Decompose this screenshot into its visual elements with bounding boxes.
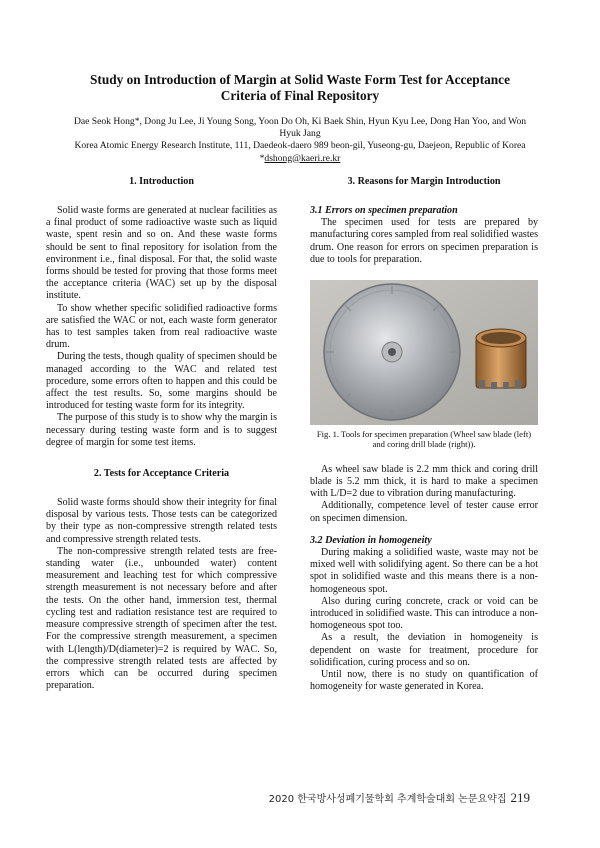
- page-footer: [269, 790, 530, 806]
- intro-paragraph-2: To show whether specific solidified radioactive forms are satisfied the WAC or not, each waste form generator has to test samples taken from real radioactive waste drum.: [46, 302, 277, 351]
- affiliation: Korea Atomic Energy Research Institute, 111, Daedeok-daero 989 beon-gil, Yuseong-gu, Daejeon, Republic of Korea: [74, 140, 526, 152]
- section-heading-tests: 2. Tests for Acceptance Criteria: [93, 468, 230, 480]
- email-link[interactable]: dshong@kaeri.re.kr: [264, 152, 341, 164]
- tools-photo-illustration: [310, 280, 538, 425]
- errors-paragraph-2: As wheel saw blade is 2.2 mm thick and coring drill blade is 5.2 mm thick, it is hard to make a specimen with L/D=2 due to vibration during manufacturing.: [310, 463, 538, 500]
- figure-tools-photo: [310, 280, 538, 425]
- homogeneity-paragraph-1: During making a solidified waste, waste may not be mixed well with solidifying agent. So there can be a hot spot in solidified waste and this means there is a non-homogeneous spot.: [310, 547, 538, 595]
- author-block: [66, 116, 534, 165]
- section-heading-introduction: 1. Introduction: [129, 176, 194, 187]
- coring-drill-blade: [476, 329, 526, 389]
- page-number: 219: [510, 790, 530, 805]
- homogeneity-paragraph-4: Until now, there is no study on quantification of homogeneity for waste generated in Korea.: [310, 669, 538, 693]
- right-column: [310, 176, 538, 693]
- tests-paragraph-2: The non-compressive strength related tests are free-standing water (i.e., unbounded water) content measurement and leaching test for which compressive strength measurement is not necessary before and after the tests. On the other hand, immersion test, thermal cycling test and radiation resistance test are required to measure compressive strength of specimen after the test. For the compressive strength measurement, a specimen with L(length)/D(diameter)=2 is required by WAC. So, the compressive strength related tests are affected by errors which can be occurred during specimen preparation.: [46, 545, 277, 692]
- corresponding-email-line: [66, 153, 534, 165]
- errors-paragraph-3: Additionally, competence level of tester cause error on specimen dimension.: [310, 500, 538, 524]
- proceedings-title: 2020 한국방사성폐기물학회 추계학술대회 논문요약집: [268, 794, 507, 805]
- intro-paragraph-3: During the tests, though quality of specimen should be managed according to the WAC and related test procedure, some errors often to happen and this could be affect the test results. So, some margins should be introduced for testing waste form for its integrity.: [46, 351, 277, 412]
- section-heading-reasons: 3. Reasons for Margin Introduction: [347, 176, 501, 187]
- intro-paragraph-1: Solid waste forms are generated at nuclear facilities as a final product of some radioactive waste such as liquid waste, spent resin and so on. And these waste forms should be sent to final repository for isolation from the environment i.e., final disposal. For that, the solid waste forms should be tested for proving that those forms meet the acceptance criteria (WAC) set up by the disposal institute.: [46, 205, 277, 302]
- wheel-saw-blade: [324, 284, 460, 420]
- homogeneity-paragraph-2: Also during curing concrete, crack or void can be introduced in solidified waste. This can introduce a non-homogeneous spot too.: [310, 595, 538, 632]
- intro-paragraph-4: The purpose of this study is to show why the margin is necessary during testing waste form and is to suggest degree of margin for some test items.: [46, 412, 277, 448]
- email-prefix: *: [259, 152, 265, 164]
- homogeneity-paragraph-3: As a result, the deviation in homogeneity is dependent on waste for treatment, procedure for solidification, curing process and so on.: [310, 632, 538, 668]
- left-column: [46, 176, 277, 692]
- figure-caption: Fig. 1. Tools for specimen preparation (Wheel saw blade (left) and coring drill blade (right)).: [316, 429, 532, 450]
- paper-title: Study on Introduction of Margin at Solid Waste Form Test for Acceptance Criteria of Final Repository: [90, 72, 510, 103]
- subsection-heading-errors: 3.1 Errors on specimen preparation: [310, 205, 458, 216]
- subsection-heading-homogeneity: 3.2 Deviation in homogeneity: [310, 534, 432, 546]
- author-list: Dae Seok Hong*, Dong Ju Lee, Ji Young Song, Yoon Do Oh, Ki Baek Shin, Hyun Kyu Lee, Dong Han Yoo, and Won Hyuk Jang: [73, 116, 527, 140]
- tests-paragraph-1: Solid waste forms should show their integrity for final disposal by various tests. Those tests can be categorized by their type as non-compressive strength related tests and compressive strength related tests.: [46, 497, 277, 545]
- errors-paragraph-1: The specimen used for tests are prepared by manufacturing cores sampled from real solidified wastes drum. One reason for errors on specimen preparation is due to tools for preparation.: [310, 217, 538, 265]
